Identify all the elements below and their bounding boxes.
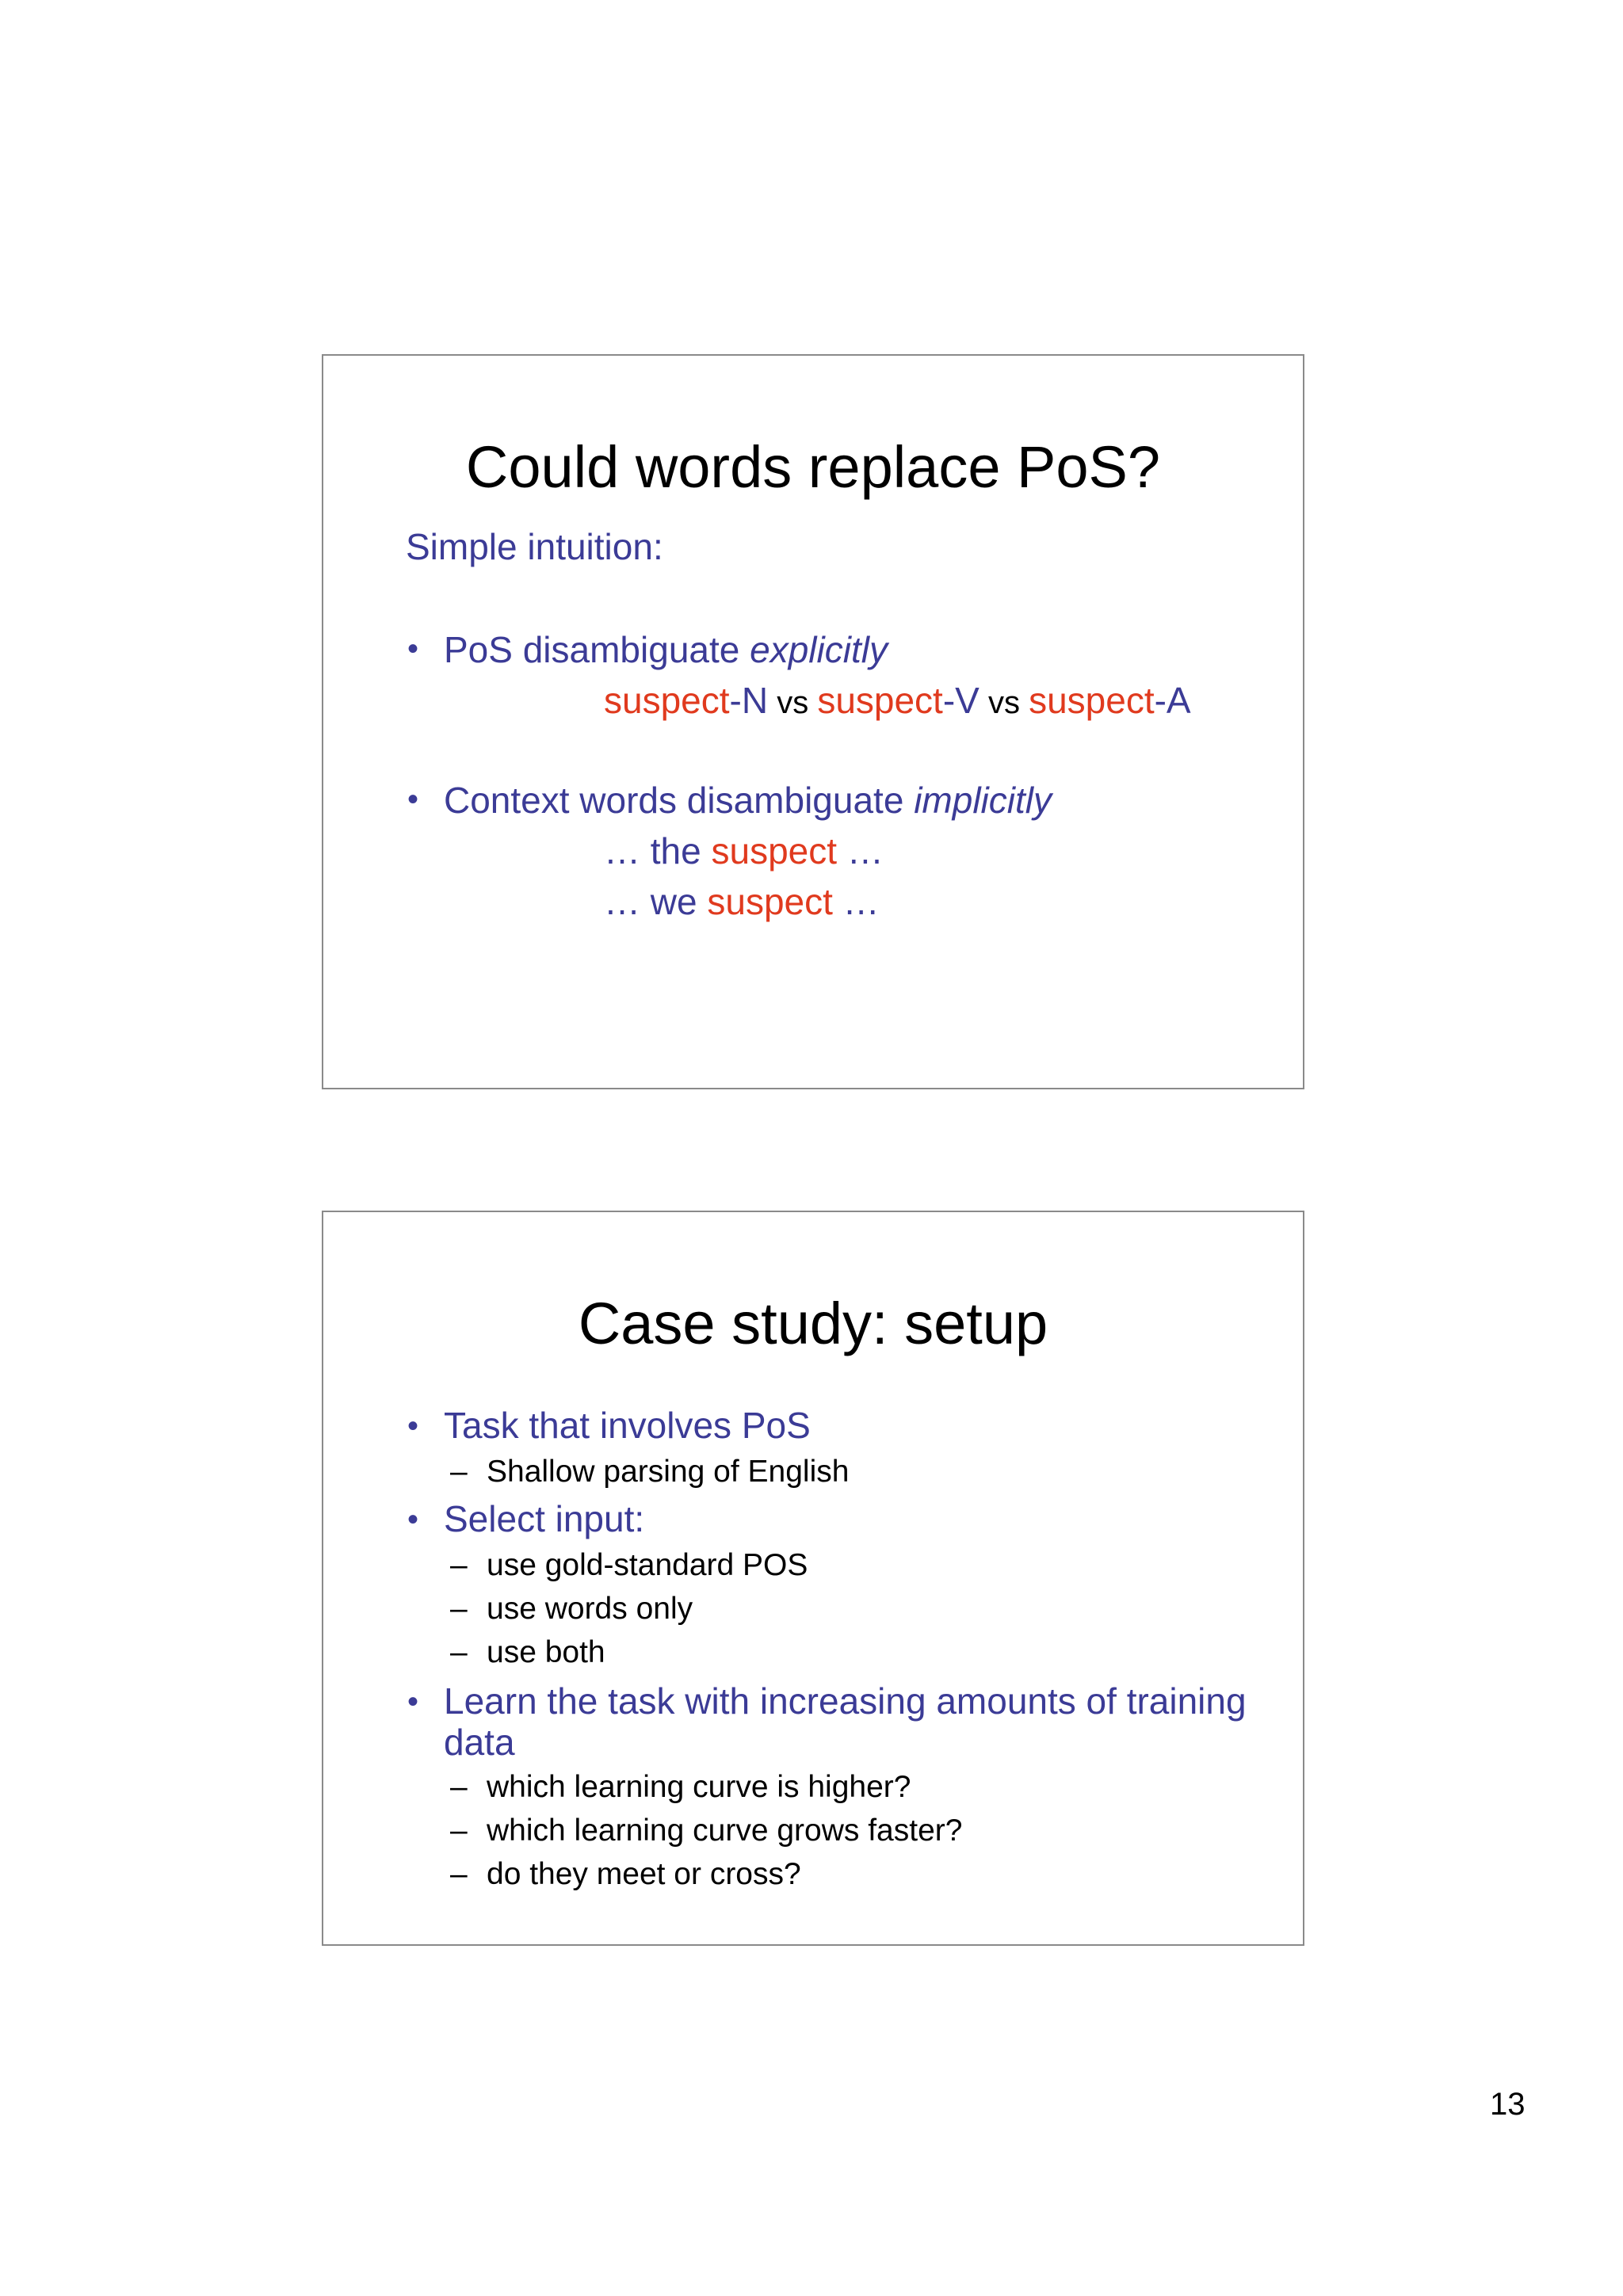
bullet-task-involves-pos: Task that involves PoS <box>444 1405 811 1446</box>
sub-item: use gold-standard POS <box>487 1548 808 1582</box>
bullet-text: PoS disambiguate <box>444 629 750 670</box>
dash-icon: – <box>450 1770 468 1804</box>
bullet-pos-explicit <box>444 631 888 668</box>
bullet-context-implicit <box>444 780 1052 821</box>
sub-item: Shallow parsing of English <box>487 1455 850 1489</box>
example-word: suspect <box>604 680 730 721</box>
dash-icon: – <box>450 1814 468 1848</box>
slide-could-words-replace-pos <box>322 354 1304 1089</box>
intro-text: Simple intuition: <box>406 526 663 567</box>
dash-icon: – <box>450 1548 468 1582</box>
example-word: suspect <box>707 881 833 922</box>
sub-item: use words only <box>487 1592 693 1626</box>
bullet-select-input: Select input: <box>444 1498 645 1539</box>
bullet-emphasis: implicitly <box>914 780 1052 821</box>
example-the-suspect <box>604 830 884 871</box>
dash-icon: – <box>450 1635 468 1669</box>
sub-item: do they meet or cross? <box>487 1857 801 1891</box>
example-context: … we <box>604 881 708 922</box>
sub-item: which learning curve is higher? <box>487 1770 911 1804</box>
example-suspect-tags <box>604 682 1191 719</box>
dash-icon: – <box>450 1455 468 1489</box>
bullet-dot-icon: • <box>407 1502 419 1537</box>
example-word: suspect <box>817 680 943 721</box>
bullet-learn-task-line1: Learn the task with increasing amounts of training <box>444 1680 1247 1722</box>
example-context: … <box>837 830 884 871</box>
example-word: suspect <box>1029 680 1155 721</box>
page-number: 13 <box>1490 2087 1526 2122</box>
example-word: suspect <box>711 830 838 871</box>
dash-icon: – <box>450 1857 468 1891</box>
example-tag: -V <box>942 680 980 721</box>
sub-item: use both <box>487 1635 605 1669</box>
bullet-learn-task-line2: data <box>444 1722 515 1763</box>
example-context: … <box>832 881 880 922</box>
dash-icon: – <box>450 1592 468 1626</box>
example-context: … the <box>604 830 712 871</box>
sub-item: which learning curve grows faster? <box>487 1814 963 1848</box>
example-vs: vs <box>979 685 1029 720</box>
bullet-emphasis: explicitly <box>750 629 888 670</box>
example-we-suspect <box>604 883 880 920</box>
bullet-dot-icon: • <box>407 1409 419 1444</box>
slide-title: Case study: setup <box>578 1291 1048 1356</box>
example-tag: -A <box>1154 680 1191 721</box>
slide-title: Could words replace PoS? <box>465 434 1161 500</box>
example-vs: vs <box>768 685 818 720</box>
bullet-dot-icon: • <box>407 1684 419 1719</box>
slide-case-study-setup <box>322 1211 1304 1946</box>
bullet-dot-icon: • <box>407 782 419 817</box>
bullet-dot-icon: • <box>407 631 419 666</box>
example-tag: -N <box>729 680 769 721</box>
bullet-text: Context words disambiguate <box>444 780 915 821</box>
